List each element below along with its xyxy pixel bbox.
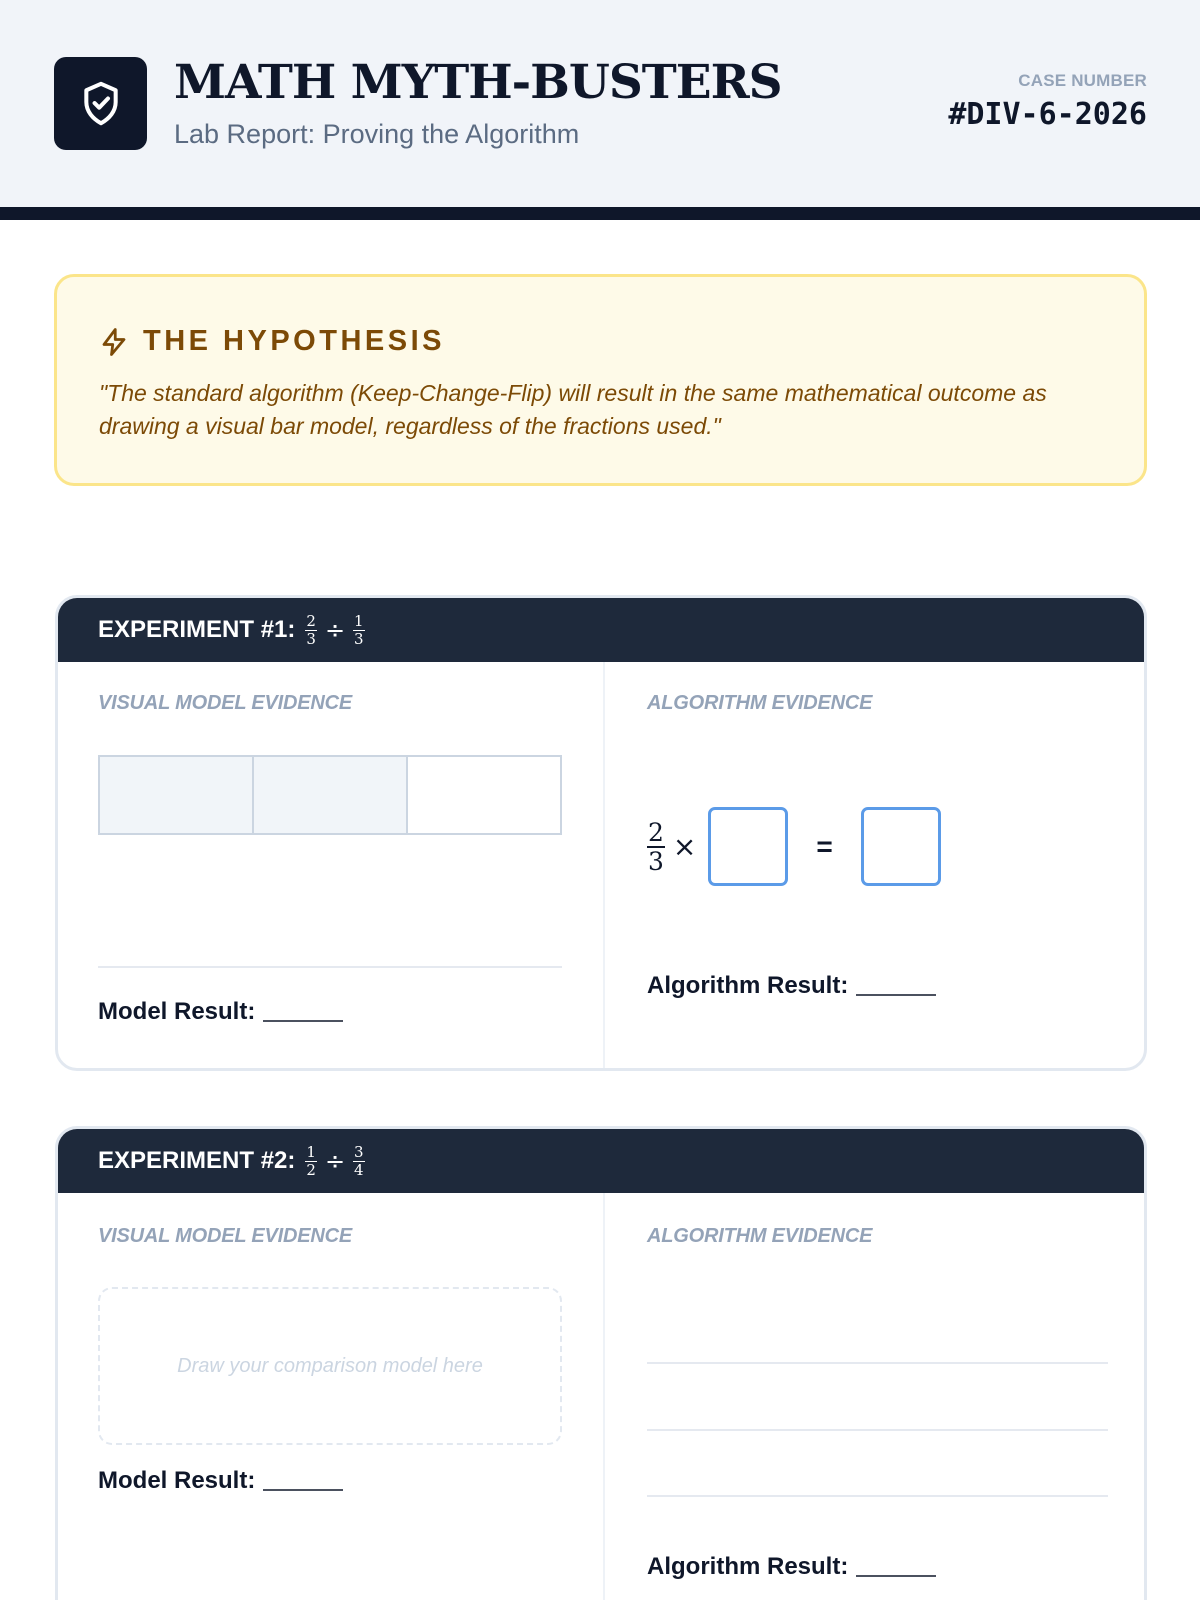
fraction-numerator: 3	[354, 1142, 364, 1161]
experiment-label: EXPERIMENT #1:	[98, 616, 296, 643]
dividend-fraction	[305, 1142, 317, 1179]
model-result-label: Model Result:	[98, 998, 256, 1025]
experiment-header	[58, 1129, 1144, 1193]
work-line[interactable]	[647, 1495, 1108, 1497]
bar-segment	[408, 757, 560, 833]
fraction-numerator: 1	[354, 611, 364, 630]
experiment-card-1	[55, 595, 1147, 1071]
bar-model	[98, 755, 562, 835]
algorithm-result-label: Algorithm Result:	[647, 1553, 849, 1580]
hypothesis-box	[54, 274, 1147, 486]
hypothesis-heading	[99, 325, 445, 358]
algorithm-result	[647, 1553, 936, 1581]
fraction-denominator: 3	[306, 629, 316, 648]
hypothesis-text: "The standard algorithm (Keep-Change-Flip) will result in the same mathematical outcome as drawing a visual bar model, regardless of the fractions used."	[99, 380, 1047, 439]
fraction-numerator: 2	[648, 817, 664, 847]
algorithm-result	[647, 972, 936, 1000]
divisor-fraction	[353, 611, 365, 648]
work-line[interactable]	[647, 1362, 1108, 1364]
algorithm-evidence-label: ALGORITHM EVIDENCE	[647, 1225, 873, 1247]
dividend-fraction	[305, 611, 317, 648]
model-result-blank[interactable]	[263, 1020, 343, 1022]
page-subtitle: Lab Report: Proving the Algorithm	[174, 119, 580, 149]
column-divider	[603, 1193, 605, 1600]
equals-sign: =	[816, 830, 833, 862]
fraction-numerator: 1	[306, 1142, 316, 1161]
logo	[54, 57, 147, 150]
model-result-blank[interactable]	[263, 1489, 343, 1491]
case-number: #DIV-6-2026	[948, 97, 1147, 132]
experiment-label: EXPERIMENT #2:	[98, 1147, 296, 1174]
header-divider	[0, 207, 1200, 220]
algorithm-result-blank[interactable]	[856, 994, 936, 996]
algorithm-result-blank[interactable]	[856, 1575, 936, 1577]
multiply-operator: ×	[672, 830, 697, 863]
fraction-denominator: 3	[648, 846, 664, 876]
algorithm-result-label: Algorithm Result:	[647, 972, 849, 999]
lightning-icon	[99, 326, 129, 358]
shield-check-icon	[79, 80, 123, 128]
product-answer-box[interactable]	[861, 807, 941, 886]
first-fraction	[647, 817, 665, 876]
report-header	[0, 0, 1200, 207]
experiment-card-2	[55, 1126, 1147, 1600]
algorithm-equation	[647, 807, 941, 886]
visual-model-label: VISUAL MODEL EVIDENCE	[98, 1225, 352, 1247]
page-title: MATH MYTH-BUSTERS	[174, 55, 782, 110]
algorithm-evidence-label: ALGORITHM EVIDENCE	[647, 692, 873, 714]
divide-operator: ÷	[324, 1147, 346, 1175]
model-result	[98, 1467, 343, 1495]
fraction-denominator: 2	[306, 1160, 316, 1179]
fraction-numerator: 2	[306, 611, 316, 630]
reciprocal-answer-box[interactable]	[708, 807, 788, 886]
divide-operator: ÷	[324, 616, 346, 644]
drawing-area[interactable]	[98, 1287, 562, 1445]
drawing-placeholder: Draw your comparison model here	[177, 1354, 483, 1377]
fraction-denominator: 4	[354, 1160, 364, 1179]
visual-model-label: VISUAL MODEL EVIDENCE	[98, 692, 352, 714]
hypothesis-title: THE HYPOTHESIS	[143, 325, 445, 357]
bar-segment	[254, 757, 408, 833]
work-line[interactable]	[647, 1429, 1108, 1431]
column-divider	[603, 662, 605, 1071]
bar-segment	[100, 757, 254, 833]
case-number-label: CASE NUMBER	[1018, 71, 1147, 90]
experiment-header	[58, 598, 1144, 662]
model-work-line	[98, 966, 562, 968]
fraction-denominator: 3	[354, 629, 364, 648]
divisor-fraction	[353, 1142, 365, 1179]
model-result-label: Model Result:	[98, 1467, 256, 1494]
model-result	[98, 998, 343, 1026]
